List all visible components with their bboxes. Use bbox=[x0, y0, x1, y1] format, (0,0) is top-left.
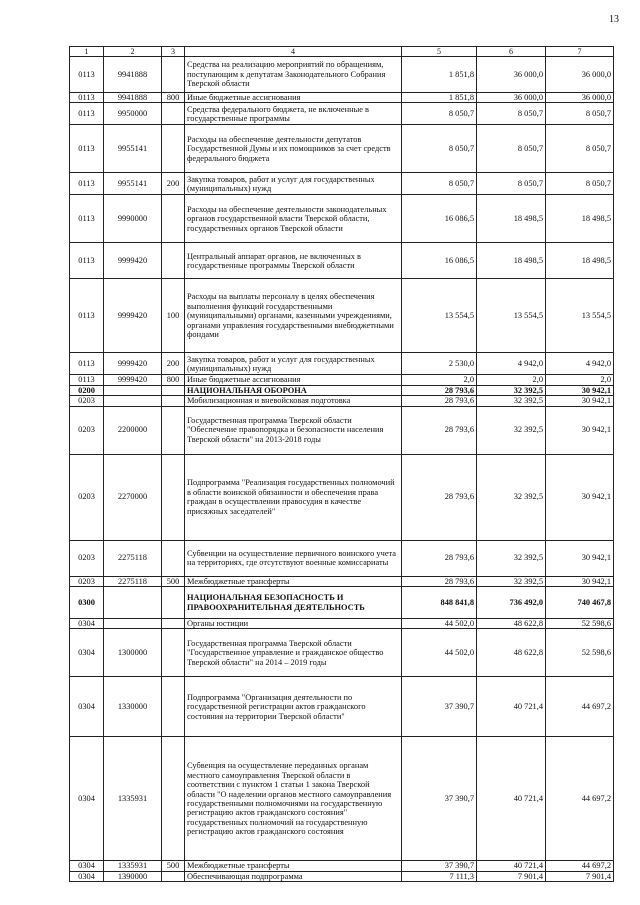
item-name: Государственная программа Тверской области "Обеспечение правопорядка и безопасности населения Тверской области" на 2013-2018 годы bbox=[185, 406, 402, 454]
header-cell-2: 2 bbox=[104, 47, 162, 57]
amount-col5: 37 390,7 bbox=[402, 861, 477, 871]
header-cell-6: 6 bbox=[477, 47, 546, 57]
amount-col6: 13 554,5 bbox=[477, 279, 546, 353]
section-code: 0113 bbox=[70, 125, 104, 173]
amount-col5: 28 793,6 bbox=[402, 385, 477, 395]
expense-type-code: 200 bbox=[162, 353, 185, 375]
amount-col6: 18 498,5 bbox=[477, 195, 546, 243]
table-row bbox=[70, 576, 614, 586]
section-code: 0304 bbox=[70, 861, 104, 871]
expense-type-code bbox=[162, 677, 185, 737]
target-code: 9955141 bbox=[104, 173, 162, 195]
amount-col6: 18 498,5 bbox=[477, 243, 546, 279]
item-name: Обеспечивающая подпрограмма bbox=[185, 871, 402, 881]
target-code: 9990000 bbox=[104, 195, 162, 243]
target-code: 9999420 bbox=[104, 375, 162, 385]
section-code: 0203 bbox=[70, 454, 104, 540]
amount-col6: 8 050,7 bbox=[477, 173, 546, 195]
item-name: Средства федерального бюджета, не включенные в государственные программы bbox=[185, 103, 402, 125]
target-code: 2270000 bbox=[104, 454, 162, 540]
target-code: 9955141 bbox=[104, 125, 162, 173]
expense-type-code: 800 bbox=[162, 375, 185, 385]
amount-col5: 2 530,0 bbox=[402, 353, 477, 375]
item-name: Государственная программа Тверской области "Государственное управление и гражданское общество Тверской области" на 2014 – 2019 годы bbox=[185, 629, 402, 677]
item-name: Межбюджетные трансферты bbox=[185, 861, 402, 871]
amount-col6: 2,0 bbox=[477, 375, 546, 385]
item-name: НАЦИОНАЛЬНАЯ ОБОРОНА bbox=[185, 385, 402, 395]
expense-type-code bbox=[162, 587, 185, 619]
amount-col5: 8 050,7 bbox=[402, 125, 477, 173]
section-code: 0203 bbox=[70, 576, 104, 586]
section-code: 0113 bbox=[70, 353, 104, 375]
amount-col7: 36 000,0 bbox=[546, 93, 614, 103]
section-code: 0203 bbox=[70, 396, 104, 406]
expense-type-code bbox=[162, 629, 185, 677]
amount-col7: 2,0 bbox=[546, 375, 614, 385]
amount-col5: 28 793,6 bbox=[402, 406, 477, 454]
table-row bbox=[70, 57, 614, 93]
section-code: 0113 bbox=[70, 57, 104, 93]
amount-col7: 7 901,4 bbox=[546, 871, 614, 881]
target-code: 1335931 bbox=[104, 737, 162, 861]
table-row bbox=[70, 871, 614, 881]
expense-type-code: 500 bbox=[162, 576, 185, 586]
amount-col6: 40 721,4 bbox=[477, 861, 546, 871]
item-name: Иные бюджетные ассигнования bbox=[185, 93, 402, 103]
section-code: 0203 bbox=[70, 540, 104, 576]
amount-col6: 32 392,5 bbox=[477, 454, 546, 540]
table-row bbox=[70, 677, 614, 737]
table-row bbox=[70, 861, 614, 871]
table-row bbox=[70, 454, 614, 540]
section-code: 0200 bbox=[70, 385, 104, 395]
amount-col5: 28 793,6 bbox=[402, 576, 477, 586]
table-row bbox=[70, 385, 614, 395]
amount-col7: 13 554,5 bbox=[546, 279, 614, 353]
amount-col7: 30 942,1 bbox=[546, 576, 614, 586]
amount-col6: 36 000,0 bbox=[477, 93, 546, 103]
section-code: 0304 bbox=[70, 619, 104, 629]
section-code: 0113 bbox=[70, 279, 104, 353]
table-row bbox=[70, 396, 614, 406]
amount-col5: 8 050,7 bbox=[402, 173, 477, 195]
amount-col7: 8 050,7 bbox=[546, 125, 614, 173]
amount-col7: 36 000,0 bbox=[546, 57, 614, 93]
item-name: Расходы на обеспечение деятельности депутатов Государственной Думы и их помощников за счет средств федерального бюджета bbox=[185, 125, 402, 173]
amount-col6: 4 942,0 bbox=[477, 353, 546, 375]
amount-col5: 28 793,6 bbox=[402, 454, 477, 540]
table-row bbox=[70, 375, 614, 385]
amount-col6: 32 392,5 bbox=[477, 540, 546, 576]
table-row bbox=[70, 619, 614, 629]
expense-type-code bbox=[162, 871, 185, 881]
table-row bbox=[70, 587, 614, 619]
target-code: 9999420 bbox=[104, 243, 162, 279]
amount-col5: 7 111,3 bbox=[402, 871, 477, 881]
table-row bbox=[70, 195, 614, 243]
amount-col7: 30 942,1 bbox=[546, 406, 614, 454]
section-code: 0304 bbox=[70, 677, 104, 737]
amount-col7: 740 467,8 bbox=[546, 587, 614, 619]
amount-col6: 48 622,8 bbox=[477, 629, 546, 677]
amount-col5: 8 050,7 bbox=[402, 103, 477, 125]
target-code: 1390000 bbox=[104, 871, 162, 881]
expense-type-code bbox=[162, 103, 185, 125]
item-name: НАЦИОНАЛЬНАЯ БЕЗОПАСНОСТЬ И ПРАВООХРАНИТЕЛЬНАЯ ДЕЯТЕЛЬНОСТЬ bbox=[185, 587, 402, 619]
header-row bbox=[70, 47, 614, 57]
amount-col5: 37 390,7 bbox=[402, 737, 477, 861]
section-code: 0113 bbox=[70, 173, 104, 195]
item-name: Расходы на обеспечение деятельности законодательных органов государственной власти Тверской области, государственных органов Тверской области bbox=[185, 195, 402, 243]
expense-type-code bbox=[162, 195, 185, 243]
target-code bbox=[104, 587, 162, 619]
item-name: Закупка товаров, работ и услуг для государственных (муниципальных) нужд bbox=[185, 353, 402, 375]
target-code: 9941888 bbox=[104, 57, 162, 93]
section-code: 0203 bbox=[70, 406, 104, 454]
expense-type-code bbox=[162, 737, 185, 861]
amount-col7: 30 942,1 bbox=[546, 540, 614, 576]
amount-col5: 848 841,8 bbox=[402, 587, 477, 619]
item-name: Мобилизационная и вневойсковая подготовка bbox=[185, 396, 402, 406]
budget-table bbox=[69, 46, 614, 882]
table-row bbox=[70, 353, 614, 375]
item-name: Закупка товаров, работ и услуг для государственных (муниципальных) нужд bbox=[185, 173, 402, 195]
item-name: Средства на реализацию мероприятий по обращениям, поступающим к депутатам Законодательного Собрания Тверской области bbox=[185, 57, 402, 93]
expense-type-code bbox=[162, 619, 185, 629]
amount-col5: 37 390,7 bbox=[402, 677, 477, 737]
table-row bbox=[70, 93, 614, 103]
item-name: Межбюджетные трансферты bbox=[185, 576, 402, 586]
amount-col6: 32 392,5 bbox=[477, 576, 546, 586]
section-code: 0304 bbox=[70, 737, 104, 861]
section-code: 0304 bbox=[70, 871, 104, 881]
page-number: 13 bbox=[609, 14, 619, 25]
item-name: Субвенции на осуществление первичного воинского учета на территориях, где отсутствуют военные комиссариаты bbox=[185, 540, 402, 576]
target-code bbox=[104, 396, 162, 406]
table-row bbox=[70, 103, 614, 125]
expense-type-code bbox=[162, 385, 185, 395]
section-code: 0113 bbox=[70, 375, 104, 385]
section-code: 0113 bbox=[70, 103, 104, 125]
amount-col6: 736 492,0 bbox=[477, 587, 546, 619]
amount-col7: 30 942,1 bbox=[546, 396, 614, 406]
expense-type-code: 500 bbox=[162, 861, 185, 871]
table-row bbox=[70, 737, 614, 861]
amount-col6: 36 000,0 bbox=[477, 57, 546, 93]
amount-col7: 44 697,2 bbox=[546, 737, 614, 861]
item-name: Субвенция на осуществление переданных органам местного самоуправления Тверской области в соответствии с пунктом 1 статьи 1 закона Тверской области "О наделении органов местного самоуправления государственными полномочиями на государственную регистрацию актов гражданского состояния" государственных полномочий на государственную регистрацию актов гражданского состояния bbox=[185, 737, 402, 861]
target-code: 1300000 bbox=[104, 629, 162, 677]
amount-col5: 28 793,6 bbox=[402, 396, 477, 406]
target-code: 2275118 bbox=[104, 576, 162, 586]
amount-col6: 8 050,7 bbox=[477, 103, 546, 125]
amount-col7: 4 942,0 bbox=[546, 353, 614, 375]
target-code: 9941888 bbox=[104, 93, 162, 103]
table-row bbox=[70, 279, 614, 353]
target-code: 1335931 bbox=[104, 861, 162, 871]
expense-type-code: 800 bbox=[162, 93, 185, 103]
item-name: Расходы на выплаты персоналу в целях обеспечения выполнения функций государственными (муниципальными) органами, казенными учреждениями, органами управления государственными внебюджетными фондами bbox=[185, 279, 402, 353]
target-code bbox=[104, 385, 162, 395]
header-cell-4: 4 bbox=[185, 47, 402, 57]
target-code: 2200000 bbox=[104, 406, 162, 454]
target-code: 9999420 bbox=[104, 279, 162, 353]
amount-col7: 44 697,2 bbox=[546, 861, 614, 871]
header-cell-5: 5 bbox=[402, 47, 477, 57]
amount-col5: 2,0 bbox=[402, 375, 477, 385]
target-code: 9950000 bbox=[104, 103, 162, 125]
section-code: 0113 bbox=[70, 93, 104, 103]
amount-col5: 16 086,5 bbox=[402, 195, 477, 243]
amount-col6: 32 392,5 bbox=[477, 406, 546, 454]
expense-type-code bbox=[162, 125, 185, 173]
target-code bbox=[104, 619, 162, 629]
header-cell-3: 3 bbox=[162, 47, 185, 57]
expense-type-code bbox=[162, 396, 185, 406]
table-row bbox=[70, 243, 614, 279]
item-name: Иные бюджетные ассигнования bbox=[185, 375, 402, 385]
section-code: 0304 bbox=[70, 629, 104, 677]
header-cell-1: 1 bbox=[70, 47, 104, 57]
amount-col5: 1 851,8 bbox=[402, 93, 477, 103]
expense-type-code: 200 bbox=[162, 173, 185, 195]
expense-type-code: 100 bbox=[162, 279, 185, 353]
amount-col6: 32 392,5 bbox=[477, 385, 546, 395]
table-row bbox=[70, 173, 614, 195]
amount-col7: 8 050,7 bbox=[546, 173, 614, 195]
item-name: Органы юстиции bbox=[185, 619, 402, 629]
amount-col7: 52 598,6 bbox=[546, 619, 614, 629]
expense-type-code bbox=[162, 57, 185, 93]
expense-type-code bbox=[162, 243, 185, 279]
header-cell-7: 7 bbox=[546, 47, 614, 57]
amount-col5: 13 554,5 bbox=[402, 279, 477, 353]
amount-col7: 30 942,1 bbox=[546, 385, 614, 395]
amount-col5: 16 086,5 bbox=[402, 243, 477, 279]
item-name: Подпрограмма "Организация деятельности по государственной регистрации актов гражданского состояния на территории Тверской области" bbox=[185, 677, 402, 737]
target-code: 2275118 bbox=[104, 540, 162, 576]
amount-col7: 18 498,5 bbox=[546, 195, 614, 243]
target-code: 1330000 bbox=[104, 677, 162, 737]
amount-col6: 48 622,8 bbox=[477, 619, 546, 629]
section-code: 0300 bbox=[70, 587, 104, 619]
item-name: Центральный аппарат органов, не включенных в государственные программы Тверской области bbox=[185, 243, 402, 279]
table-row bbox=[70, 629, 614, 677]
table-row bbox=[70, 540, 614, 576]
expense-type-code bbox=[162, 454, 185, 540]
amount-col5: 44 502,0 bbox=[402, 629, 477, 677]
expense-type-code bbox=[162, 406, 185, 454]
amount-col6: 40 721,4 bbox=[477, 677, 546, 737]
amount-col5: 44 502,0 bbox=[402, 619, 477, 629]
item-name: Подпрограмма "Реализация государственных полномочий в области воинской обязанности и обеспечения права граждан в осуществлении правосудия в качестве присяжных заседателей" bbox=[185, 454, 402, 540]
amount-col6: 8 050,7 bbox=[477, 125, 546, 173]
table-row bbox=[70, 125, 614, 173]
expense-type-code bbox=[162, 540, 185, 576]
amount-col6: 40 721,4 bbox=[477, 737, 546, 861]
amount-col7: 18 498,5 bbox=[546, 243, 614, 279]
amount-col7: 44 697,2 bbox=[546, 677, 614, 737]
amount-col6: 7 901,4 bbox=[477, 871, 546, 881]
amount-col7: 8 050,7 bbox=[546, 103, 614, 125]
section-code: 0113 bbox=[70, 243, 104, 279]
amount-col5: 28 793,6 bbox=[402, 540, 477, 576]
amount-col5: 1 851,8 bbox=[402, 57, 477, 93]
section-code: 0113 bbox=[70, 195, 104, 243]
table-row bbox=[70, 406, 614, 454]
amount-col6: 32 392,5 bbox=[477, 396, 546, 406]
amount-col7: 52 598,6 bbox=[546, 629, 614, 677]
target-code: 9999420 bbox=[104, 353, 162, 375]
amount-col7: 30 942,1 bbox=[546, 454, 614, 540]
